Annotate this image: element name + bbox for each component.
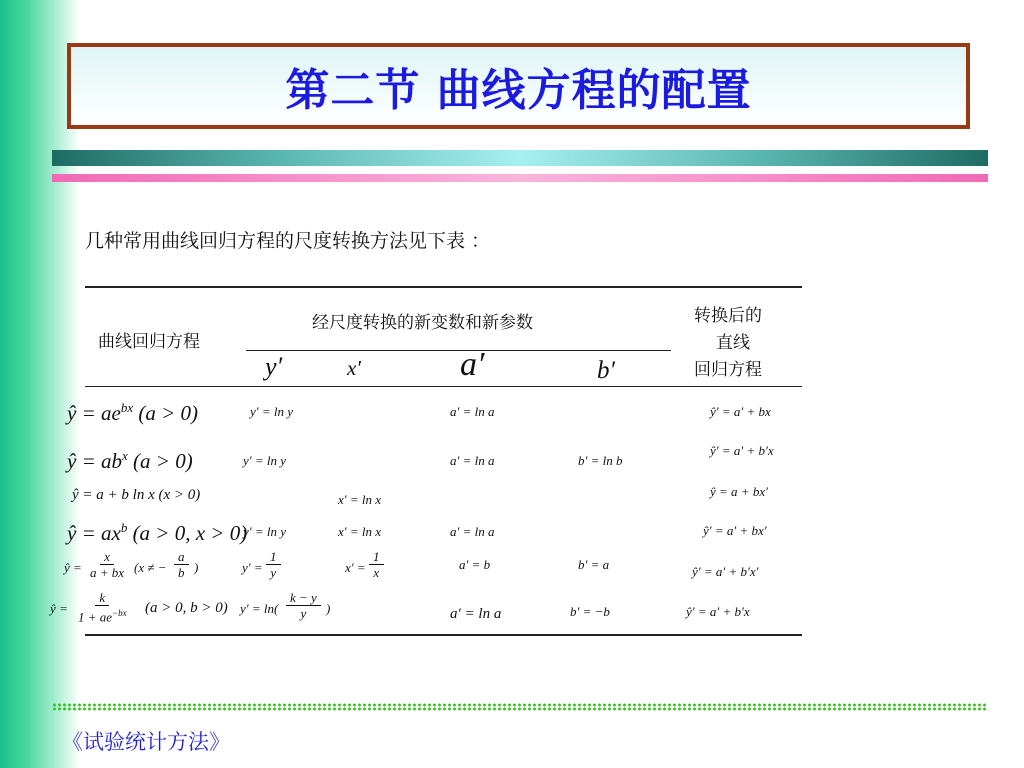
row5-condition-pre: (x ≠ −: [134, 560, 167, 575]
subheader-x: x′: [347, 356, 361, 380]
subheader-y: y′: [265, 352, 283, 381]
row4-a-transform: a′ = ln a: [450, 524, 495, 539]
row1-result: ŷ′ = a′ + bx: [710, 404, 771, 419]
green-dotted-divider: [52, 703, 988, 711]
teal-divider-bar: [52, 150, 988, 166]
row5-result: ŷ′ = a′ + b′x′: [692, 564, 759, 579]
row4-y-transform: y′ = ln y: [243, 524, 287, 539]
row6-a-transform: a′ = ln a: [450, 606, 502, 622]
row6-result: ŷ′ = a′ + b′x: [686, 604, 750, 619]
row5-condition-fraction: $\frac{a}{b}$: [174, 549, 189, 580]
row2-equation: ŷ = $ab^x$ (a > 0): [67, 448, 193, 473]
row5-x-fraction: $\frac{1}{x}$: [369, 549, 384, 580]
footer-book-title: 《试验统计方法》: [62, 730, 230, 754]
row3-result: ŷ = a + bx′: [710, 484, 768, 499]
row3-x-transform: x′ = ln x: [338, 492, 382, 507]
table-bottom-rule: [85, 634, 802, 636]
header-result-line3: 回归方程: [694, 360, 762, 380]
row5-equation-fraction: $\frac{x}{a + bx}$: [90, 549, 125, 580]
row6-y-lhs: y′ = ln(: [240, 601, 279, 616]
table-header-rule: [85, 386, 802, 387]
header-result-line1: 转换后的: [694, 306, 762, 326]
row5-y-lhs: y′ =: [242, 560, 263, 575]
row6-b-transform: b′ = −b: [570, 604, 610, 619]
row3-equation: ŷ = a + b ln x (x > 0): [72, 487, 201, 503]
row4-equation: ŷ = $ax^b$ (a > 0, x > 0): [67, 520, 248, 545]
row1-a-transform: a′ = ln a: [450, 404, 495, 419]
row5-b-transform: b′ = a: [578, 557, 610, 572]
title-box: [67, 43, 970, 129]
row6-equation-lhs: ŷ =: [50, 601, 68, 616]
row2-y-transform: y′ = ln y: [243, 453, 287, 468]
row5-condition-post: ): [194, 560, 199, 575]
header-transform-group: 经尺度转换的新变数和新参数: [312, 313, 533, 333]
row6-equation-fraction: $\frac{k}{1 + ae^{-bx}}$: [78, 590, 127, 625]
row1-equation: ŷ = $ae^{bx}$ (a > 0): [67, 400, 199, 425]
header-equation: 曲线回归方程: [98, 332, 200, 352]
table-top-rule: [85, 286, 802, 288]
subheader-b: b′: [597, 357, 615, 384]
row2-a-transform: a′ = ln a: [450, 453, 495, 468]
row5-a-transform: a′ = b: [459, 557, 491, 572]
intro-text: 几种常用曲线回归方程的尺度转换方法见下表 ：: [85, 230, 491, 252]
row6-y-post: ): [326, 601, 331, 616]
header-result-line2: 直线: [716, 333, 750, 353]
subheader-a: a′: [460, 346, 485, 383]
row6-y-fraction: $\frac{k - y}{y}$: [286, 590, 321, 621]
row6-condition: (a > 0, b > 0): [145, 600, 228, 616]
slide-title: 第二节 曲线方程的配置: [285, 65, 752, 116]
row4-result: ŷ′ = a′ + bx′: [703, 523, 767, 538]
row2-b-transform: b′ = ln b: [578, 453, 623, 468]
row5-equation-lhs: ŷ =: [64, 560, 82, 575]
row5-x-lhs: x′ =: [345, 560, 366, 575]
row1-y-transform: y′ = ln y: [250, 404, 294, 419]
row4-x-transform: x′ = ln x: [338, 524, 382, 539]
row2-result: ŷ′ = a′ + b′x: [710, 443, 774, 458]
row5-y-fraction: $\frac{1}{y}$: [266, 549, 281, 580]
table-group-rule: [246, 350, 671, 351]
pink-divider-bar: [52, 174, 988, 182]
